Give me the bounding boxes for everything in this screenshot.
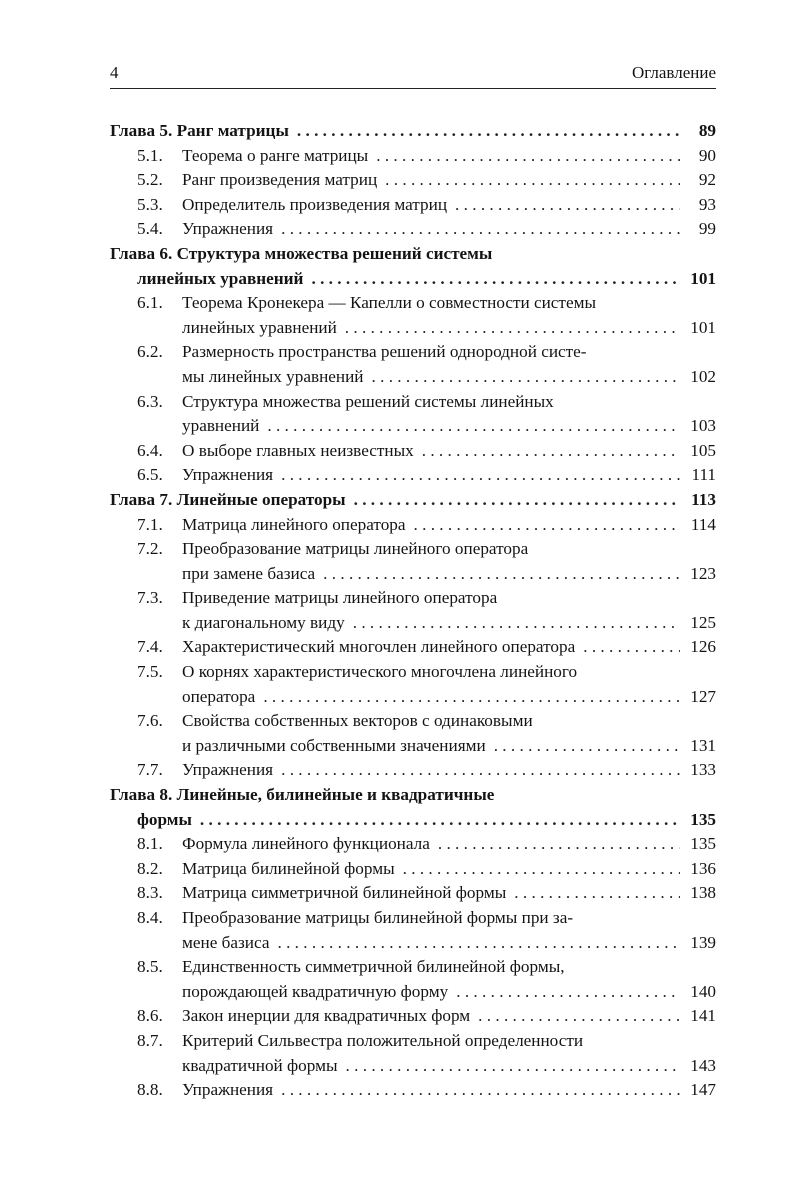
page-ref: 126 [690, 637, 716, 657]
toc-section-line [110, 217, 716, 242]
section-title: Матрица линейного оператора [182, 514, 406, 534]
toc-chapter-line [110, 267, 716, 292]
toc-section-line [110, 758, 716, 783]
section-title: Критерий Сильвестра положительной определенности [182, 1030, 584, 1050]
section-number: 5.2. [137, 170, 163, 190]
page-ref: 138 [690, 883, 716, 903]
page-ref: 133 [690, 760, 716, 780]
section-title: Размерность пространства решений однородной систе- [182, 342, 587, 362]
section-title: к диагональному виду [182, 612, 345, 632]
section-number: 6.3. [137, 391, 163, 411]
page-ref: 90 [698, 145, 716, 165]
section-title: Теорема Кронекера — Капелли о совместности системы [182, 293, 597, 313]
section-title: Структура множества решений системы линейных [182, 391, 554, 411]
toc-chapter-line [110, 119, 716, 144]
section-number: 6.4. [137, 440, 163, 460]
page-ref: 140 [690, 981, 716, 1001]
section-title: Упражнения [182, 760, 274, 780]
dot-leader [354, 488, 680, 513]
page-ref: 135 [690, 834, 716, 854]
section-title: Свойства собственных векторов с одинаковыми [182, 711, 533, 731]
section-title: Преобразование матрицы билинейной формы при за- [182, 908, 574, 927]
page-ref: 127 [690, 686, 716, 706]
page-ref: 101 [690, 268, 716, 288]
section-title: порождающей квадратичную форму [182, 981, 449, 1001]
toc-section-line [110, 611, 716, 636]
dot-leader [346, 1054, 680, 1079]
page-ref: 114 [690, 514, 716, 534]
section-number: 8.8. [137, 1080, 163, 1100]
toc-section-line [110, 906, 716, 931]
page-ref: 93 [698, 194, 716, 214]
page-ref: 113 [691, 489, 716, 509]
page-ref: 141 [690, 1006, 716, 1026]
page-ref: 139 [690, 932, 716, 952]
dot-leader [323, 562, 680, 587]
dot-leader [385, 168, 680, 193]
section-title: при замене базиса [182, 563, 316, 583]
dot-leader [345, 316, 680, 341]
section-number: 7.5. [137, 662, 163, 682]
dot-leader [438, 832, 680, 857]
dot-leader [514, 881, 680, 906]
section-title: мене базиса [182, 932, 270, 952]
section-title: и различными собственными значениями [182, 735, 486, 755]
section-title: О корнях характеристического многочлена линейного [182, 662, 578, 682]
section-number: 7.7. [137, 760, 163, 780]
section-number: 7.3. [137, 588, 163, 608]
section-number: 8.5. [137, 957, 163, 977]
toc-section-line [110, 316, 716, 341]
page-ref: 131 [690, 735, 716, 755]
toc-section-line [110, 562, 716, 587]
dot-leader [422, 439, 680, 464]
section-number: 7.6. [137, 711, 163, 731]
dot-leader [297, 119, 680, 144]
section-title: Матрица симметричной билинейной формы [182, 883, 507, 903]
page-ref: 102 [690, 366, 716, 386]
section-number: 8.7. [137, 1030, 163, 1050]
toc-section-line [110, 660, 716, 685]
dot-leader [200, 808, 680, 833]
dot-leader [478, 1004, 680, 1029]
section-title: Закон инерции для квадратичных форм [182, 1006, 471, 1026]
section-number: 8.6. [137, 1006, 163, 1026]
section-number: 7.4. [137, 637, 163, 657]
toc-section-line [110, 832, 716, 857]
page-ref: 147 [690, 1080, 716, 1100]
page-ref: 111 [691, 465, 716, 485]
toc-section-line [110, 1054, 716, 1079]
running-header [110, 63, 716, 85]
toc-chapter-line [110, 242, 716, 267]
table-of-contents [110, 119, 716, 1103]
page-ref: 103 [690, 416, 716, 436]
section-title: Упражнения [182, 219, 274, 239]
toc-section-line [110, 439, 716, 464]
dot-leader [311, 267, 680, 292]
chapter-title: линейных уравнений [137, 268, 304, 288]
section-title: Преобразование матрицы линейного оператора [182, 539, 529, 559]
dot-leader [353, 611, 680, 636]
page-ref: 101 [690, 317, 716, 337]
dot-leader [372, 365, 680, 390]
section-number: 6.1. [137, 293, 163, 313]
toc-section-line [110, 463, 716, 488]
dot-leader [281, 758, 680, 783]
toc-section-line [110, 291, 716, 316]
chapter-title: Глава 7. Линейные операторы [110, 489, 346, 509]
dot-leader [414, 513, 680, 538]
toc-section-line [110, 193, 716, 218]
toc-section-line [110, 340, 716, 365]
dot-leader [277, 931, 680, 956]
section-number: 8.4. [137, 908, 163, 927]
dot-leader [281, 463, 680, 488]
toc-section-line [110, 980, 716, 1005]
toc-section-line [110, 931, 716, 956]
section-title: уравнений [182, 416, 260, 436]
toc-section-line [110, 513, 716, 538]
toc-section-line [110, 365, 716, 390]
toc-section-line [110, 390, 716, 415]
toc-section-line [110, 955, 716, 980]
section-title: Упражнения [182, 465, 274, 485]
toc-section-line [110, 734, 716, 759]
section-number: 5.3. [137, 194, 163, 214]
dot-leader [583, 635, 680, 660]
section-number: 7.2. [137, 539, 163, 559]
section-title: Формула линейного функционала [182, 834, 430, 854]
toc-section-line [110, 685, 716, 710]
toc-section-line [110, 586, 716, 611]
toc-section-line [110, 635, 716, 660]
dot-leader [281, 217, 680, 242]
toc-section-line [110, 881, 716, 906]
toc-chapter-line [110, 808, 716, 833]
toc-section-line [110, 1029, 716, 1054]
section-title: Характеристический многочлен линейного оператора [182, 637, 576, 657]
dot-leader [263, 685, 680, 710]
section-title: мы линейных уравнений [182, 366, 364, 386]
section-number: 5.1. [137, 145, 163, 165]
toc-chapter-line [110, 783, 716, 808]
toc-section-line [110, 1004, 716, 1029]
page-ref: 143 [690, 1055, 716, 1075]
toc-section-line [110, 144, 716, 169]
toc-chapter-line [110, 488, 716, 513]
section-title: линейных уравнений [182, 317, 337, 337]
chapter-title: формы [137, 809, 192, 829]
page-ref: 135 [690, 809, 716, 829]
page-ref: 136 [690, 858, 716, 878]
section-number: 8.3. [137, 883, 163, 903]
dot-leader [494, 734, 680, 759]
page-ref: 99 [698, 219, 716, 239]
section-number: 6.5. [137, 465, 163, 485]
section-title: Единственность симметричной билинейной формы, [182, 957, 565, 977]
running-title: Оглавление [632, 63, 716, 82]
dot-leader [281, 1078, 680, 1103]
chapter-title: Глава 5. Ранг матрицы [110, 121, 289, 140]
toc-section-line [110, 709, 716, 734]
dot-leader [267, 414, 680, 439]
page-ref: 92 [698, 170, 716, 190]
section-title: Приведение матрицы линейного оператора [182, 588, 498, 608]
section-title: Упражнения [182, 1080, 274, 1100]
section-title: Ранг произведения матриц [182, 170, 378, 190]
section-title: О выборе главных неизвестных [182, 440, 414, 460]
toc-section-line [110, 168, 716, 193]
page-ref: 123 [690, 563, 716, 583]
section-number: 8.1. [137, 834, 163, 854]
section-title: оператора [182, 686, 256, 706]
dot-leader [403, 857, 680, 882]
section-title: квадратичной формы [182, 1055, 338, 1075]
toc-section-line [110, 1078, 716, 1103]
section-title: Теорема о ранге матрицы [182, 145, 369, 165]
page-ref: 89 [698, 121, 716, 140]
header-rule [110, 88, 716, 89]
section-number: 5.4. [137, 219, 163, 239]
page-ref: 125 [690, 612, 716, 632]
section-number: 7.1. [137, 514, 163, 534]
dot-leader [376, 144, 680, 169]
chapter-title: Глава 8. Линейные, билинейные и квадратичные [110, 785, 495, 805]
page-ref: 105 [690, 440, 716, 460]
section-number: 8.2. [137, 858, 163, 878]
dot-leader [456, 980, 680, 1005]
page-number: 4 [110, 63, 119, 82]
section-title: Определитель произведения матриц [182, 194, 448, 214]
toc-section-line [110, 857, 716, 882]
toc-section-line [110, 537, 716, 562]
section-number: 6.2. [137, 342, 163, 362]
section-title: Матрица билинейной формы [182, 858, 395, 878]
dot-leader [455, 193, 680, 218]
toc-section-line [110, 414, 716, 439]
chapter-title: Глава 6. Структура множества решений системы [110, 243, 493, 263]
